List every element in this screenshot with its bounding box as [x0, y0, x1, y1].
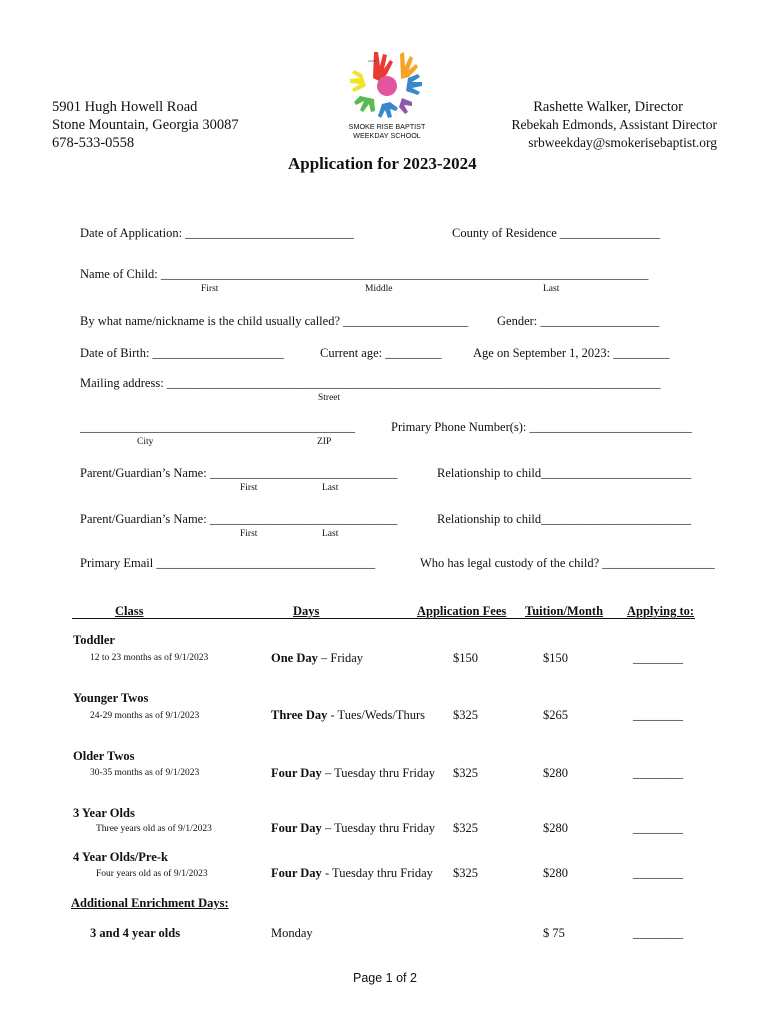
director-name: Rashette Walker, Director	[533, 99, 683, 115]
address-line-2: Stone Mountain, Georgia 30087	[52, 117, 239, 133]
class-age: Three years old as of 9/1/2023	[96, 824, 212, 834]
city-label: City	[137, 437, 154, 447]
class-tuition: $265	[543, 708, 568, 722]
school-address	[52, 98, 239, 152]
page-number: Page 1 of 2	[353, 971, 417, 985]
class-days: Four Day - Tuesday thru Friday	[271, 866, 433, 880]
nickname-field[interactable]: By what name/nickname is the child usually called? ____________________	[80, 314, 469, 328]
class-age: 30-35 months as of 9/1/2023	[90, 768, 200, 778]
col-tuition-header: Tuition/Month	[525, 604, 604, 618]
col-applying-header: Applying to:	[627, 604, 695, 618]
enrichment-title: Additional Enrichment Days:	[71, 896, 229, 910]
address-phone: 678-533-0558	[52, 135, 135, 151]
class-apply-blank[interactable]: ________	[633, 766, 683, 780]
class-apply-blank[interactable]: ________	[633, 821, 683, 835]
class-tuition: $150	[543, 651, 568, 665]
name-first-label: First	[201, 284, 219, 294]
class-fee: $325	[453, 766, 478, 780]
class-age: 24-29 months as of 9/1/2023	[90, 711, 200, 721]
class-apply-blank[interactable]: ________	[633, 866, 683, 880]
street-label: Street	[318, 393, 341, 403]
name-middle-label: Middle	[365, 284, 393, 294]
name-of-child-field[interactable]: Name of Child: ______________________________________________________________________________	[80, 267, 649, 281]
city-zip-field[interactable]: ____________________________________________	[80, 420, 355, 434]
enrichment-class: 3 and 4 year olds	[90, 926, 181, 940]
class-days: One Day – Friday	[271, 651, 364, 665]
current-age-field[interactable]: Current age: _________	[320, 346, 442, 360]
primary-email-field[interactable]: Primary Email ___________________________________	[80, 556, 376, 570]
guardian-1-name-field[interactable]: Parent/Guardian’s Name: ______________________________	[80, 466, 398, 480]
gender-field[interactable]: Gender: ___________________	[497, 314, 660, 328]
guardian-2-relationship-field[interactable]: Relationship to child________________________	[437, 512, 692, 526]
class-name: Toddler	[73, 633, 115, 647]
school-email: srbweekday@smokerisebaptist.org	[528, 135, 717, 150]
col-days-header: Days	[293, 604, 320, 618]
zip-label: ZIP	[317, 437, 332, 447]
logo-text-1: SMOKE RISE BAPTIST	[348, 122, 426, 131]
age-september-field[interactable]: Age on September 1, 2023: _________	[473, 346, 670, 360]
class-apply-blank[interactable]: ________	[633, 651, 683, 665]
class-name: 3 Year Olds	[73, 806, 135, 820]
class-days: Four Day – Tuesday thru Friday	[271, 766, 436, 780]
class-name: Older Twos	[73, 749, 135, 763]
class-days: Three Day - Tues/Weds/Thurs	[271, 708, 425, 722]
col-class-header: Class	[115, 604, 144, 618]
guardian-2-last-label: Last	[322, 529, 339, 539]
guardian-1-relationship-field[interactable]: Relationship to child________________________	[437, 466, 692, 480]
class-age: Four years old as of 9/1/2023	[96, 869, 208, 879]
guardian-1-first-label: First	[240, 483, 258, 493]
class-age: 12 to 23 months as of 9/1/2023	[90, 653, 209, 663]
primary-phone-field[interactable]: Primary Phone Number(s): __________________________	[391, 420, 693, 434]
class-tuition: $280	[543, 766, 568, 780]
county-of-residence-field[interactable]: County of Residence ________________	[452, 226, 660, 240]
legal-custody-field[interactable]: Who has legal custody of the child? __________________	[420, 556, 715, 570]
class-name: 4 Year Olds/Pre-k	[73, 850, 168, 864]
class-days: Four Day – Tuesday thru Friday	[271, 821, 436, 835]
mailing-address-field[interactable]: Mailing address: _______________________________________________________________________________	[80, 376, 661, 390]
class-fee: $150	[453, 651, 478, 665]
class-fee: $325	[453, 821, 478, 835]
enrichment-apply-blank[interactable]: ________	[633, 926, 683, 940]
class-fee: $325	[453, 708, 478, 722]
class-tuition: $280	[543, 866, 568, 880]
address-line-1: 5901 Hugh Howell Road	[52, 99, 198, 115]
date-of-birth-field[interactable]: Date of Birth: _____________________	[80, 346, 284, 360]
page-title: Application for 2023-2024	[288, 154, 477, 173]
school-logo	[342, 44, 432, 144]
guardian-1-last-label: Last	[322, 483, 339, 493]
class-apply-blank[interactable]: ________	[633, 708, 683, 722]
enrichment-days: Monday	[271, 926, 313, 940]
handprint-logo-icon	[342, 44, 432, 144]
assistant-director-name: Rebekah Edmonds, Assistant Director	[511, 117, 717, 132]
guardian-2-first-label: First	[240, 529, 258, 539]
name-last-label: Last	[543, 284, 560, 294]
svg-text:LOVE: LOVE	[368, 59, 376, 63]
class-name: Younger Twos	[73, 691, 149, 705]
class-fee: $325	[453, 866, 478, 880]
enrichment-tuition: $ 75	[543, 926, 565, 940]
date-of-application-field[interactable]: Date of Application: ___________________________	[80, 226, 354, 240]
logo-text-2: WEEKDAY SCHOOL	[353, 131, 421, 140]
class-tuition: $280	[543, 821, 568, 835]
guardian-2-name-field[interactable]: Parent/Guardian’s Name: ______________________________	[80, 512, 398, 526]
col-fees-header: Application Fees	[417, 604, 507, 618]
